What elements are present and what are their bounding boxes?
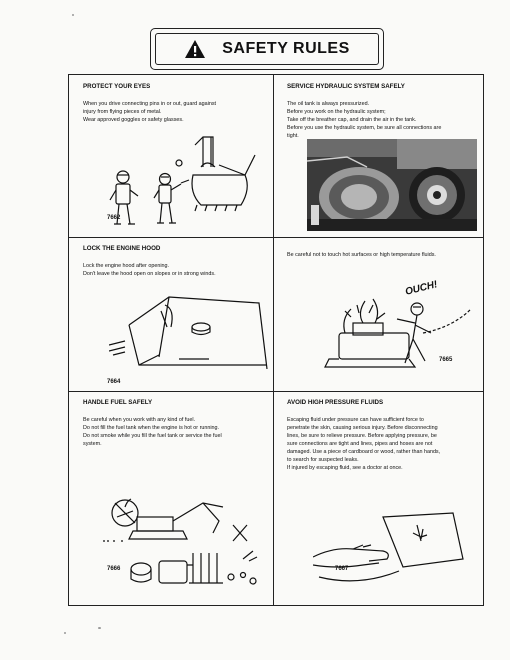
panel-engine-hood	[69, 237, 273, 391]
safety-rules-grid	[68, 74, 484, 606]
text-line: injury from flying pieces of metal.	[83, 109, 162, 115]
warning-triangle-icon	[184, 39, 206, 59]
figure-number: 7664	[107, 379, 121, 385]
hydraulic-tank-photo	[307, 139, 477, 231]
panel-text	[287, 251, 475, 259]
panel-high-pressure-fluids	[273, 391, 485, 605]
scan-speck	[72, 14, 74, 16]
panel-text	[83, 100, 263, 124]
ouch-exclamation: OUCH!	[404, 279, 439, 298]
title-box	[150, 28, 384, 70]
text-line: sure connections are tight and lines, pipes and hoses are not	[287, 441, 433, 447]
text-line: Escaping fluid under pressure can have sufficient force to	[287, 417, 424, 423]
figure-number: 7666	[107, 566, 121, 572]
cardboard-leak-check-illustration	[313, 507, 473, 591]
panel-heading: SERVICE HYDRAULIC SYSTEM SAFELY	[287, 83, 405, 90]
text-line: damaged. Use a piece of cardboard or wood, rather than hands,	[287, 449, 441, 455]
text-line: Do not fill the fuel tank when the engine is hot or running.	[83, 425, 220, 431]
title-inner-frame	[155, 33, 379, 65]
engine-hood-illustration	[109, 285, 269, 369]
panel-heading: AVOID HIGH PRESSURE FLUIDS	[287, 399, 384, 406]
text-line: Don't leave the hood open on slopes or in strong winds.	[83, 271, 216, 277]
text-line: Lock the engine hood after opening.	[83, 263, 170, 269]
text-line: penetrate the skin, causing serious injury. Before disconnecting	[287, 425, 438, 431]
text-line: Be careful not to touch hot surfaces or high temperature fluids.	[287, 252, 436, 258]
panel-hot-surfaces	[273, 237, 485, 391]
panel-text	[287, 416, 475, 472]
panel-fuel-safety	[69, 391, 273, 605]
panel-heading: LOCK THE ENGINE HOOD	[83, 245, 161, 252]
text-line: Take off the breather cap, and drain the air in the tank.	[287, 117, 417, 123]
scan-speck	[98, 627, 101, 629]
text-line: to search for suspected leaks.	[287, 457, 359, 463]
panel-protect-eyes	[69, 75, 273, 237]
scan-speck	[64, 632, 66, 634]
panel-text	[287, 100, 475, 140]
text-line: When you drive connecting pins in or out, guard against	[83, 101, 217, 107]
fuel-safety-illustration	[103, 495, 267, 591]
figure-number: 7665	[439, 357, 453, 363]
panel-heading: PROTECT YOUR EYES	[83, 83, 151, 90]
text-line: Wear approved goggles or safety glasses.	[83, 117, 184, 123]
panel-text	[83, 262, 263, 278]
text-line: lines, be sure to relieve pressure. Before applying pressure, be	[287, 433, 437, 439]
text-line: system.	[83, 441, 102, 447]
panel-text	[83, 416, 263, 448]
text-line: Be careful when you work with any kind of fuel.	[83, 417, 196, 423]
text-line: Before you use the hydraulic system, be sure all connections are	[287, 125, 442, 131]
figure-number: 7662	[107, 215, 121, 221]
text-line: The oil tank is always pressurized.	[287, 101, 370, 107]
page-title: SAFETY RULES	[222, 40, 350, 57]
text-line: Do not smoke while you fill the fuel tank or service the fuel	[83, 433, 222, 439]
panel-heading: HANDLE FUEL SAFELY	[83, 399, 153, 406]
text-line: tight.	[287, 133, 299, 139]
panel-hydraulic-system	[273, 75, 485, 237]
text-line: Before you work on the hydraulic system;	[287, 109, 386, 115]
goggles-worker-illustration	[109, 135, 259, 230]
text-line: If injured by escaping fluid, see a doctor at once.	[287, 465, 403, 471]
figure-number: 7667	[335, 566, 349, 572]
